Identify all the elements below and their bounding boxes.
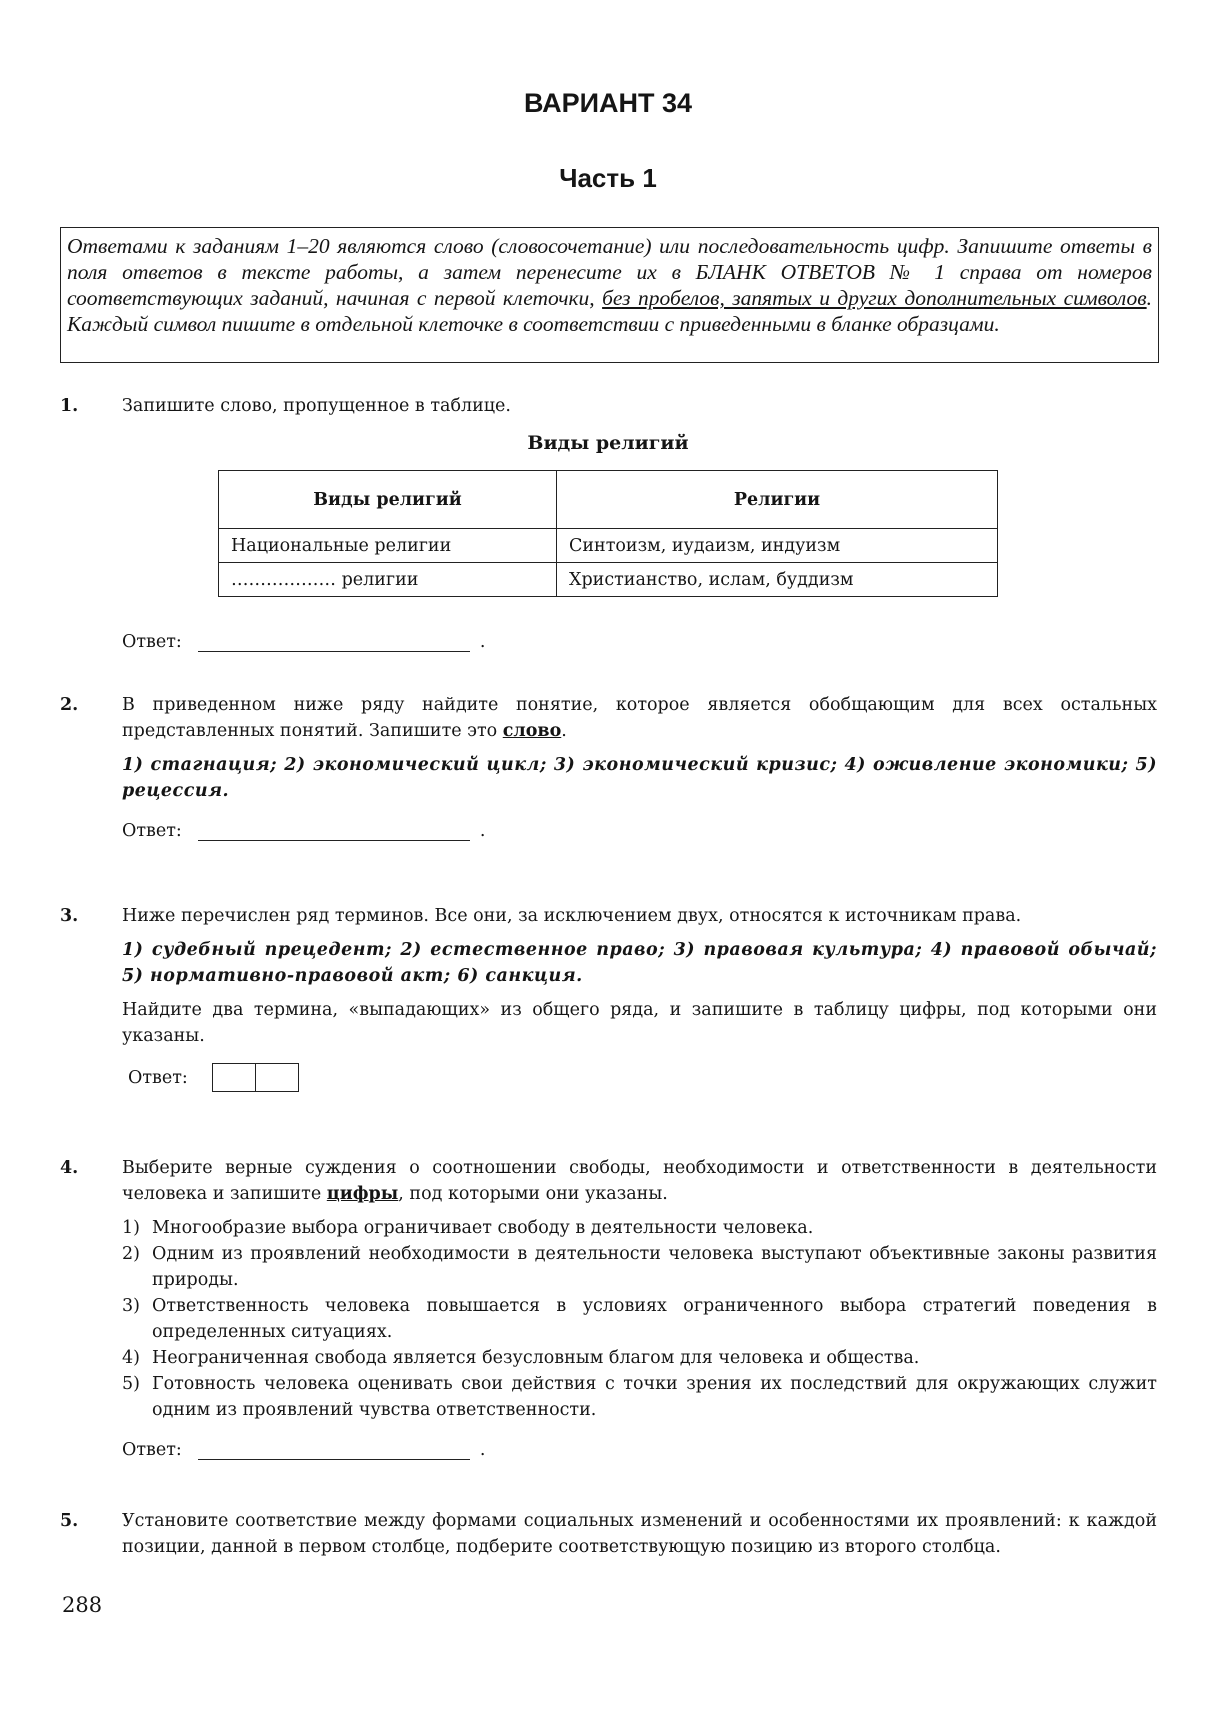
list-item: [122, 1293, 1157, 1345]
answer-label: Ответ:: [128, 1067, 188, 1088]
list-item: [122, 1241, 1157, 1293]
item-text: Ответственность человека повышается в условиях ограниченного выбора стратегий поведения в определенных ситуациях.: [152, 1296, 1157, 1342]
emphasis: цифры: [326, 1184, 399, 1204]
question-text: Ниже перечислен ряд терминов. Все они, за исключением двух, относятся к источникам права.: [122, 906, 1022, 926]
question-number: 4.: [60, 1158, 79, 1178]
answer-field[interactable]: [198, 1441, 470, 1460]
list-item: [122, 1345, 1157, 1371]
answer-label: Ответ:: [122, 632, 182, 652]
item-number: 1): [122, 1218, 140, 1238]
question-options: 1) стагнация; 2) экономический цикл; 3) экономический кризис; 4) оживление экономики; 5) рецессия.: [122, 755, 1157, 801]
table-cell[interactable]: ……………… религии: [219, 563, 557, 597]
table-cell: Национальные религии: [219, 529, 557, 563]
table-row: [219, 563, 998, 597]
question-task: Найдите два термина, «выпадающих» из общего ряда, и запишите в таблицу цифры, под которыми они указаны.: [122, 1000, 1157, 1046]
religions-table: [218, 470, 998, 597]
answer-row-4: [122, 1437, 1157, 1463]
answer-row-2: [122, 818, 1157, 844]
answer-cell[interactable]: [212, 1063, 256, 1092]
instructions-text-end: . Каждый символ пишите в отдельной клеточке в соответствии с приведенными в бланке образцами.: [67, 286, 1152, 336]
text: , под которыми они указаны.: [398, 1184, 668, 1204]
statements-list: [122, 1215, 1157, 1423]
list-item: [122, 1215, 1157, 1241]
answer-row-3: [128, 1063, 1157, 1092]
question-3: [60, 903, 1157, 1092]
table-row: [219, 529, 998, 563]
text: В приведенном ниже ряду найдите понятие, которое является обобщающим для всех остальных представленных понятий. Запишите это: [122, 695, 1157, 741]
answer-field[interactable]: [198, 822, 470, 841]
text: Выберите верные суждения о соотношении свободы, необходимости и ответственности в деятельности человека и запишите: [122, 1158, 1157, 1204]
item-number: 3): [122, 1296, 140, 1316]
table-header: Виды религий: [219, 471, 557, 529]
instructions-box: [60, 227, 1159, 363]
item-text: Неограниченная свобода является безусловным благом для человека и общества.: [152, 1348, 920, 1368]
question-options: 1) судебный прецедент; 2) естественное право; 3) правовая культура; 4) правовой обычай; 5) нормативно-правовой акт; 6) санкция.: [122, 940, 1157, 986]
question-number: 2.: [60, 695, 79, 715]
table-cell: Христианство, ислам, буддизм: [557, 563, 998, 597]
part-title: Часть 1: [559, 163, 657, 193]
answer-row-1: [122, 629, 485, 655]
table-title: Виды религий: [527, 432, 689, 454]
item-text: Готовность человека оценивать свои действия с точки зрения их последствий для окружающих служит одним из проявлений чувства ответственности.: [152, 1374, 1157, 1420]
instructions-text: Ответами к заданиям 1–20 являются слово (словосочетание) или последовательность цифр. Запишите ответы в поля ответов в тексте работы, а затем перенесите их в БЛАНК ОТВЕТОВ № 1 справа от номеров соответствующих заданий, начиная с первой клеточки,: [67, 234, 1152, 310]
answer-field[interactable]: [198, 633, 470, 652]
question-5: [60, 1508, 1157, 1560]
question-number: 5.: [60, 1511, 79, 1531]
answer-label: Ответ:: [122, 1440, 182, 1460]
question-text: [122, 1155, 1157, 1207]
text: .: [561, 721, 567, 741]
answer-cell[interactable]: [255, 1063, 299, 1092]
question-text: Установите соответствие между формами социальных изменений и особенностями их проявлений: к каждой позиции, данной в первом столбце, подберите соответствующую позицию из второго столбца.: [122, 1511, 1157, 1557]
item-number: 4): [122, 1348, 140, 1368]
emphasis: слово: [502, 721, 562, 741]
question-number: 1.: [60, 396, 79, 416]
item-text: Одним из проявлений необходимости в деятельности человека выступают объективные законы развития природы.: [152, 1244, 1157, 1290]
table-cell: Синтоизм, иудаизм, индуизм: [557, 529, 998, 563]
question-text: Запишите слово, пропущенное в таблице.: [122, 396, 511, 416]
dot: .: [479, 821, 486, 841]
variant-title: ВАРИАНТ 34: [523, 88, 693, 118]
instructions-underlined: без пробелов, запятых и других дополнительных символов: [602, 286, 1147, 310]
question-number: 3.: [60, 906, 79, 926]
question-text: [122, 692, 1157, 744]
item-text: Многообразие выбора ограничивает свободу в деятельности человека.: [152, 1218, 814, 1238]
answer-label: Ответ:: [122, 821, 182, 841]
item-number: 2): [122, 1244, 140, 1264]
answer-cells: [214, 1063, 299, 1092]
dot: .: [479, 632, 486, 652]
question-1: [60, 393, 1157, 419]
question-2: [60, 692, 1157, 844]
dot: .: [479, 1440, 486, 1460]
page-number: 288: [62, 1593, 103, 1617]
list-item: [122, 1371, 1157, 1423]
item-number: 5): [122, 1374, 140, 1394]
question-4: [60, 1155, 1157, 1463]
table-header: Религии: [557, 471, 998, 529]
